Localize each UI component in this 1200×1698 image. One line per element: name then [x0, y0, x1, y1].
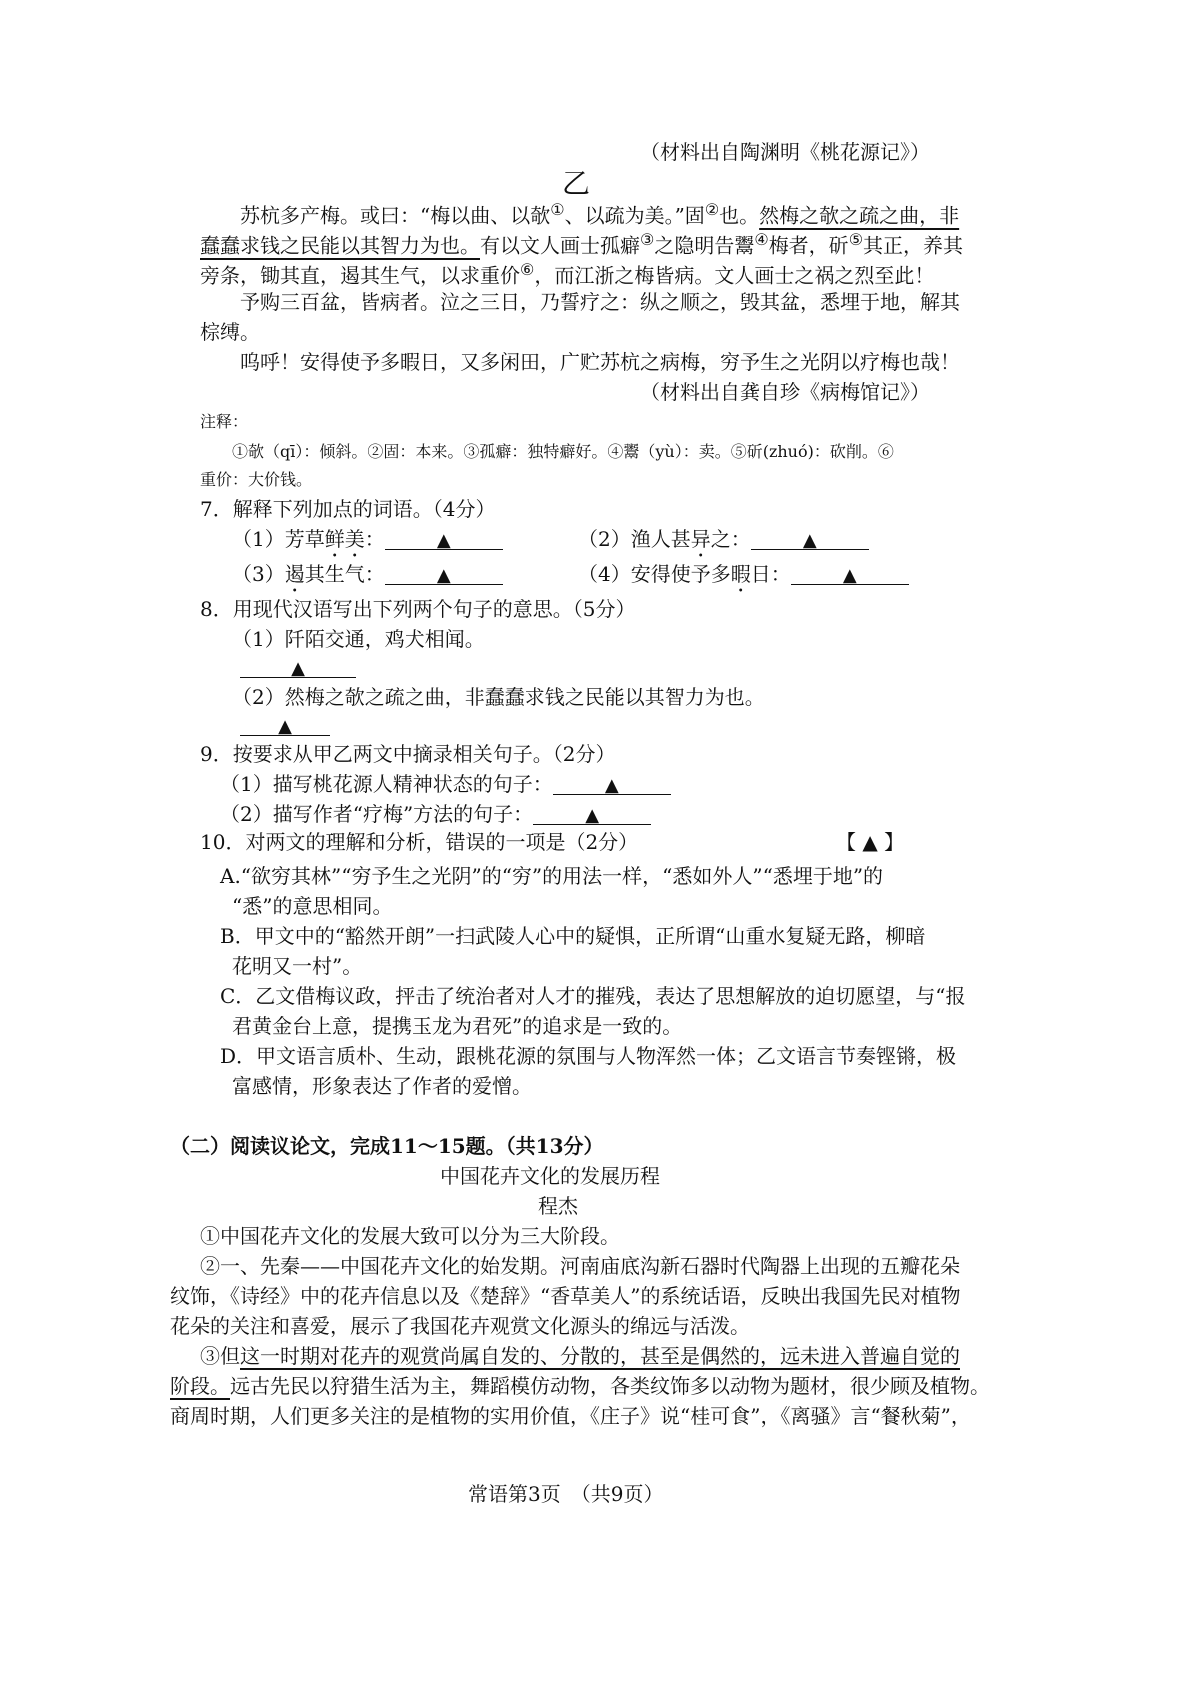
text: ： [364, 527, 385, 551]
essay-paragraph-2-line-1: ②一、先秦——中国花卉文化的始发期。河南庙底沟新石器时代陶器上出现的五瓣花朵 [200, 1254, 960, 1278]
question-10-stem: 10．对两文的理解和分析，错误的一项是（2分） [200, 830, 639, 854]
text: 旁条，锄其直，遏其生气，以求重价 [200, 263, 520, 288]
page-footer: 常语第3页 （共9页） [468, 1482, 664, 1506]
question-9-item-2 [220, 802, 651, 826]
footnote-mark: ① [550, 200, 565, 219]
question-8-answer-2 [240, 713, 330, 737]
underlined-sentence: 阶段。 [170, 1374, 230, 1398]
dotted-word: 暇 [730, 562, 751, 586]
dotted-word: 鲜美 [324, 527, 365, 551]
triangle-icon: ▲ [278, 716, 292, 737]
footnote-mark: ⑥ [520, 260, 535, 279]
question-10-option-a-line-1: A.“欲穷其林”“穷予生之光阴”的“穷”的用法一样，“悉如外人”“悉埋于地”的 [220, 864, 884, 888]
answer-blank[interactable] [385, 527, 503, 550]
yi-paragraph-1-line-1 [240, 200, 959, 228]
question-7-item-1 [232, 527, 503, 562]
text: 梅者，斫 [768, 233, 849, 258]
essay-paragraph-3-line-3: 商周时期，人们更多关注的是植物的实用价值，《庄子》说“桂可食”，《离骚》言“餐秋菊”， [170, 1404, 971, 1428]
triangle-icon: ▲ [436, 565, 451, 586]
question-10-option-c-line-1: C．乙文借梅议政，抨击了统治者对人才的摧残，表达了思想解放的迫切愿望，与“报 [220, 984, 966, 1008]
text: （2）描写作者“疗梅”方法的句子： [220, 802, 534, 826]
text: 其正，养其 [863, 233, 964, 258]
question-9-stem: 9．按要求从甲乙两文中摘录相关句子。（2分） [200, 742, 616, 766]
yi-paragraph-1-line-3 [200, 260, 934, 288]
notes-line-2: 重价：大价钱。 [200, 470, 313, 489]
question-8-sentence-1: （1）阡陌交通，鸡犬相闻。 [232, 627, 485, 651]
essay-paragraph-3-line-1 [200, 1344, 960, 1368]
question-10-answer-bracket[interactable]: 【 ▲ 】 [836, 830, 905, 854]
text: 有以文人画士孤癖 [480, 233, 640, 258]
answer-blank[interactable] [240, 655, 356, 678]
section-yi-title: 乙 [562, 167, 591, 200]
part-2-heading: （二）阅读议论文，完成11～15题。（共13分） [170, 1134, 604, 1158]
question-7-stem: 7．解释下列加点的词语。（4分） [200, 497, 496, 521]
text: ，而江浙之梅皆病。文人画士之祸之烈至此！ [534, 263, 935, 288]
essay-title: 中国花卉文化的发展历程 [440, 1164, 660, 1188]
answer-blank[interactable] [533, 802, 651, 825]
question-8-stem: 8．用现代汉语写出下列两个句子的意思。（5分） [200, 597, 636, 621]
question-9-item-1 [220, 772, 671, 796]
underlined-sentence: 蠢蠢求钱之民能以其智力为也。 [200, 233, 480, 258]
triangle-icon: ▲ [604, 775, 619, 796]
answer-blank[interactable] [791, 562, 909, 585]
text: （2）渔人甚 [578, 527, 691, 551]
underlined-sentence: 这一时期对花卉的观赏尚属自发的、分散的，甚至是偶然的，远未进入普遍自觉的 [240, 1344, 960, 1368]
text: （3） [232, 562, 285, 586]
text: 日： [750, 562, 791, 586]
triangle-icon: ▲ [842, 565, 857, 586]
source-citation-b: （材料出自龚自珍《病梅馆记》） [640, 380, 930, 404]
notes-label: 注释： [200, 412, 249, 431]
triangle-icon: ▲ [585, 805, 600, 826]
text: （1）芳草 [232, 527, 325, 551]
triangle-icon: ▲ [436, 530, 451, 551]
yi-paragraph-3: 呜呼！安得使予多暇日，又多闲田，广贮苏杭之病梅，穷予生之光阴以疗梅也哉！ [240, 350, 960, 374]
yi-paragraph-2-line-1: 予购三百盆，皆病者。泣之三日，乃誓疗之：纵之顺之，毁其盆，悉埋于地，解其 [240, 290, 960, 314]
question-10-option-b-line-2: 花明又一村”。 [232, 954, 363, 978]
essay-paragraph-2-line-2: 纹饰，《诗经》中的花卉信息以及《楚辞》“香草美人”的系统话语，反映出我国先民对植物 [170, 1284, 961, 1308]
triangle-icon: ▲ [802, 530, 817, 551]
dotted-word: 异 [690, 527, 711, 551]
question-10-option-d-line-2: 富感情，形象表达了作者的爱憎。 [232, 1074, 532, 1098]
underlined-sentence: 然梅之欹之疏之曲，非 [759, 203, 960, 228]
question-10-option-c-line-2: 君黄金台上意，提携玉龙为君死”的追求是一致的。 [232, 1014, 683, 1038]
text: 也。 [719, 203, 760, 228]
answer-blank[interactable] [553, 772, 671, 795]
text: 苏杭多产梅。或曰：“梅以曲、以欹 [240, 203, 551, 228]
footnote-mark: ④ [754, 230, 769, 249]
yi-paragraph-2-line-2: 棕缚。 [200, 320, 260, 344]
source-citation-a: （材料出自陶渊明《桃花源记》） [640, 140, 930, 164]
dotted-word: 遏 [284, 562, 305, 586]
question-10-option-b-line-1: B．甲文中的“豁然开朗”一扫武陵人心中的疑惧，正所谓“山重水复疑无路，柳暗 [220, 924, 926, 948]
question-7-item-4 [578, 562, 909, 597]
answer-blank[interactable] [751, 527, 869, 550]
essay-paragraph-2-line-3: 花朵的关注和喜爱，展示了我国花卉观赏文化源头的绵远与活泼。 [170, 1314, 750, 1338]
essay-author: 程杰 [538, 1194, 578, 1218]
essay-paragraph-3-line-2 [170, 1374, 990, 1398]
text: 之： [710, 527, 751, 551]
answer-blank[interactable] [240, 713, 330, 736]
question-7-item-3 [232, 562, 503, 597]
text: 远古先民以狩猎生活为主，舞蹈模仿动物，各类纹饰多以动物为题材，很少顾及植物。 [230, 1374, 990, 1398]
answer-blank[interactable] [385, 562, 503, 585]
notes-line-1: ①欹（qī）：倾斜。②固：本来。③孤癖：独特癖好。④鬻（yù）：卖。⑤斫(zhuó)：砍削。⑥ [232, 442, 894, 461]
text: 之隐明告鬻 [654, 233, 755, 258]
footnote-mark: ② [704, 200, 720, 219]
triangle-icon: ▲ [291, 658, 305, 679]
text: ③但 [200, 1344, 240, 1368]
question-8-sentence-2: （2）然梅之欹之疏之曲，非蠢蠢求钱之民能以其智力为也。 [232, 685, 765, 709]
question-8-answer-1 [240, 655, 356, 679]
question-7-item-2 [578, 527, 869, 562]
text: 、以疏为美。”固 [564, 203, 705, 228]
yi-paragraph-1-line-2 [200, 230, 963, 258]
footnote-mark: ③ [640, 230, 655, 249]
text: （4）安得使予多 [578, 562, 731, 586]
essay-paragraph-1: ①中国花卉文化的发展大致可以分为三大阶段。 [200, 1224, 620, 1248]
footnote-mark: ⑤ [848, 230, 864, 249]
text: 其生气： [304, 562, 385, 586]
text: （1）描写桃花源人精神状态的句子： [220, 772, 553, 796]
question-10-option-a-line-2: “悉”的意思相同。 [232, 894, 393, 918]
question-10-option-d-line-1: D．甲文语言质朴、生动，跟桃花源的氛围与人物浑然一体；乙文语言节奏铿锵，极 [220, 1044, 957, 1068]
